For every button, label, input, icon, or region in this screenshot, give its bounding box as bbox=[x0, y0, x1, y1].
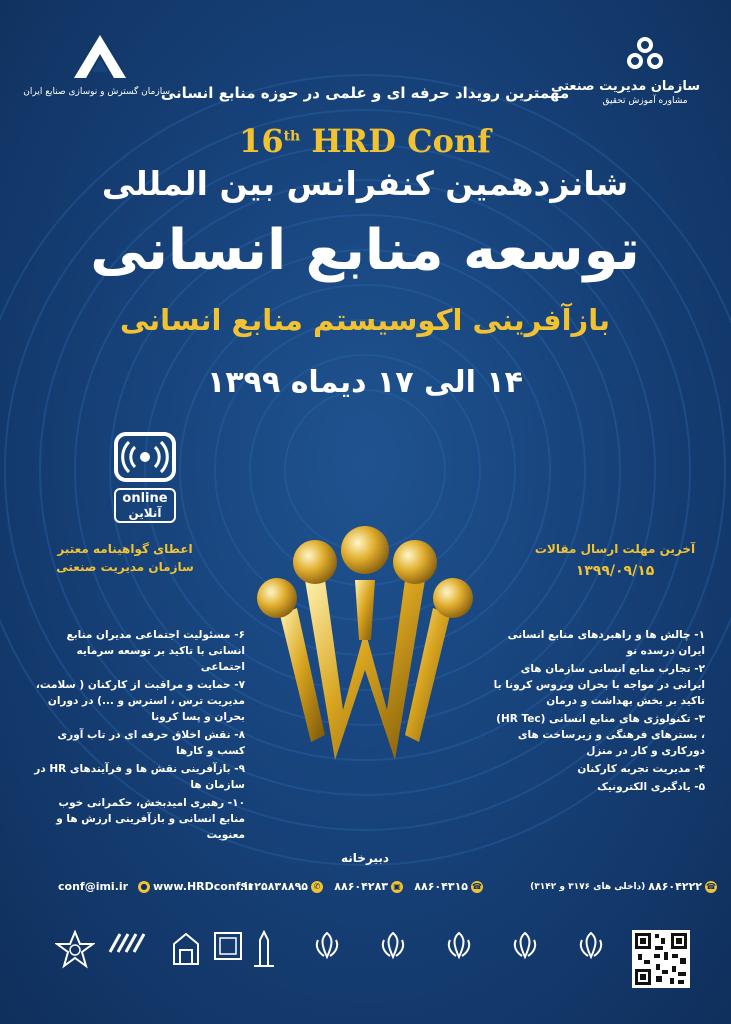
deadline-label: آخرین مهلت ارسال مقالات bbox=[534, 542, 696, 556]
title-line-1: شانزدهمین کنفرانس بین المللی bbox=[101, 164, 629, 203]
star-rosette-icon bbox=[55, 930, 95, 970]
idro-caption: سازمان گسترش و نوسازی صنایع ایران bbox=[23, 87, 170, 97]
certificate-note bbox=[30, 540, 220, 576]
iran-emblem-icon bbox=[312, 930, 342, 960]
contact-bar bbox=[10, 880, 721, 900]
phone-icon: ☎ bbox=[472, 881, 482, 891]
sponsor-logo bbox=[294, 930, 359, 990]
subtitle: بازآفرینی اکوسیستم منابع انسانی bbox=[119, 303, 611, 337]
topic-item: ۶- مسئولیت اجتماعی مدیران منابع انسانی با تاکید بر توسعه سرمایه اجتماعی bbox=[66, 629, 245, 673]
iran-emblem-icon bbox=[576, 930, 606, 960]
topic-item: ۴- مدیریت تجربه کارکنان bbox=[577, 763, 705, 775]
certificate-line-2: سازمان مدیریت صنعتی bbox=[56, 560, 194, 574]
contact-website[interactable] bbox=[138, 880, 253, 893]
secretariat-label: دبیرخانه bbox=[341, 851, 389, 865]
broadcast-icon bbox=[110, 432, 180, 482]
topic-item: ۵- یادگیری الکترونیک bbox=[597, 781, 705, 793]
topic-item: ۹- بازآفرینی نقش ها و فرآیندهای HR در سازمان ها bbox=[34, 763, 245, 791]
contact-phone-2[interactable] bbox=[414, 880, 483, 893]
iran-emblem-icon bbox=[378, 930, 408, 960]
sponsor-logo bbox=[100, 930, 162, 990]
sponsor-logo bbox=[492, 930, 557, 990]
phone-icon: ☎ bbox=[706, 881, 716, 891]
certificate-line-1: اعطای گواهینامه معتبر bbox=[57, 542, 193, 556]
minaret-icon bbox=[249, 930, 279, 970]
topic-item: ۱- چالش ها و راهبردهای منابع انسانی ایران درسده نو bbox=[507, 629, 705, 657]
conference-emblem bbox=[255, 520, 475, 790]
contact-email[interactable] bbox=[58, 880, 128, 893]
qr-code-icon bbox=[632, 930, 690, 988]
online-label-en: online bbox=[122, 491, 168, 506]
qr-code bbox=[632, 930, 690, 988]
stripes-logo-icon bbox=[106, 930, 156, 956]
fax-icon: ▣ bbox=[391, 881, 403, 893]
deadline-box bbox=[520, 538, 710, 582]
online-label-box bbox=[114, 488, 176, 523]
imi-logo-icon bbox=[625, 35, 665, 75]
topics-list-right bbox=[490, 627, 705, 797]
idro-logo-icon bbox=[70, 32, 130, 82]
imi-caption: مشاوره آموزش تحقیق bbox=[602, 96, 688, 106]
topic-item: ۲- تجارب منابع انسانی سازمان های ایرانی در مواجه با بحران ویروس کرونا با تاکید بر بخش بهداشت و درمان bbox=[493, 663, 705, 707]
sponsor-logo bbox=[50, 930, 100, 990]
topic-item: ۸- نقش اخلاق حرفه ای در تاب آوری کسب و کارها bbox=[57, 729, 245, 757]
sponsor-footer bbox=[0, 910, 731, 1024]
logo-idro bbox=[23, 32, 170, 112]
sponsor-logo bbox=[210, 930, 246, 990]
conference-number: 16 bbox=[239, 122, 284, 160]
phone-main-number: ۸۸۶۰۴۲۲۲ bbox=[648, 880, 702, 893]
contact-phone-main[interactable] bbox=[530, 880, 717, 893]
title-line-2: توسعه منابع انسانی bbox=[90, 218, 640, 283]
sponsor-logo bbox=[426, 930, 491, 990]
conference-name-en bbox=[150, 122, 580, 160]
phone-3-number: ۸۸۶۰۴۲۸۳ bbox=[334, 880, 388, 893]
topics-list-left bbox=[30, 627, 245, 845]
tagline: مهمترین رویداد حرفه ای و علمی در حوزه منابع انسانی bbox=[160, 84, 570, 102]
iran-emblem-icon bbox=[444, 930, 474, 960]
imi-name: سازمان مدیریت صنعتی bbox=[550, 79, 700, 94]
topic-item: ۱۰- رهبری امیدبخش، حکمرانی خوب منابع انسانی و بازآفرینی ارزش ها و معنویت bbox=[56, 797, 245, 841]
sponsor-logo bbox=[166, 930, 206, 990]
contact-phone-3[interactable] bbox=[334, 880, 403, 893]
deadline-date: ۱۳۹۹/۰۹/۱۵ bbox=[575, 563, 655, 579]
iran-emblem-icon bbox=[510, 930, 540, 960]
phone-2-number: ۸۸۶۰۴۳۱۵ bbox=[414, 880, 468, 893]
event-dates: ۱۴ الی ۱۷ دیماه ۱۳۹۹ bbox=[207, 365, 523, 400]
topic-item: ۳- تکنولوژی های منابع انسانی (HR Tec) ، بسترهای فرهنگی و زیرساخت های دورکاری و کار در منزل bbox=[496, 713, 705, 757]
globe-icon: ● bbox=[138, 881, 150, 893]
whatsapp-icon: ✆ bbox=[311, 881, 323, 893]
online-badge bbox=[110, 432, 180, 527]
sponsor-logo bbox=[558, 930, 623, 990]
email-link[interactable]: conf@imi.ir bbox=[58, 880, 129, 893]
conference-ordinal: th bbox=[283, 128, 301, 145]
square-seal-icon bbox=[212, 930, 244, 962]
topic-item: ۷- حمایت و مراقبت از کارکنان ( سلامت، مدیریت ترس ، استرس و ...) در دوران بحران و پسا کرونا bbox=[35, 679, 245, 723]
logo-imi bbox=[550, 35, 700, 115]
conference-label: HRD Conf bbox=[311, 122, 491, 160]
phone-extensions: (داخلی های ۳۱۷۶ و ۳۱۴۲) bbox=[530, 881, 646, 892]
sponsor-logo bbox=[244, 930, 284, 990]
sponsor-logo bbox=[360, 930, 425, 990]
building-icon bbox=[170, 930, 202, 966]
website-link[interactable]: www.HRDconf.ir bbox=[153, 880, 254, 893]
online-label-fa: آنلاین bbox=[128, 506, 162, 520]
mobile-number: ۰۹۱۲۵۸۳۸۸۹۵ bbox=[234, 880, 308, 893]
